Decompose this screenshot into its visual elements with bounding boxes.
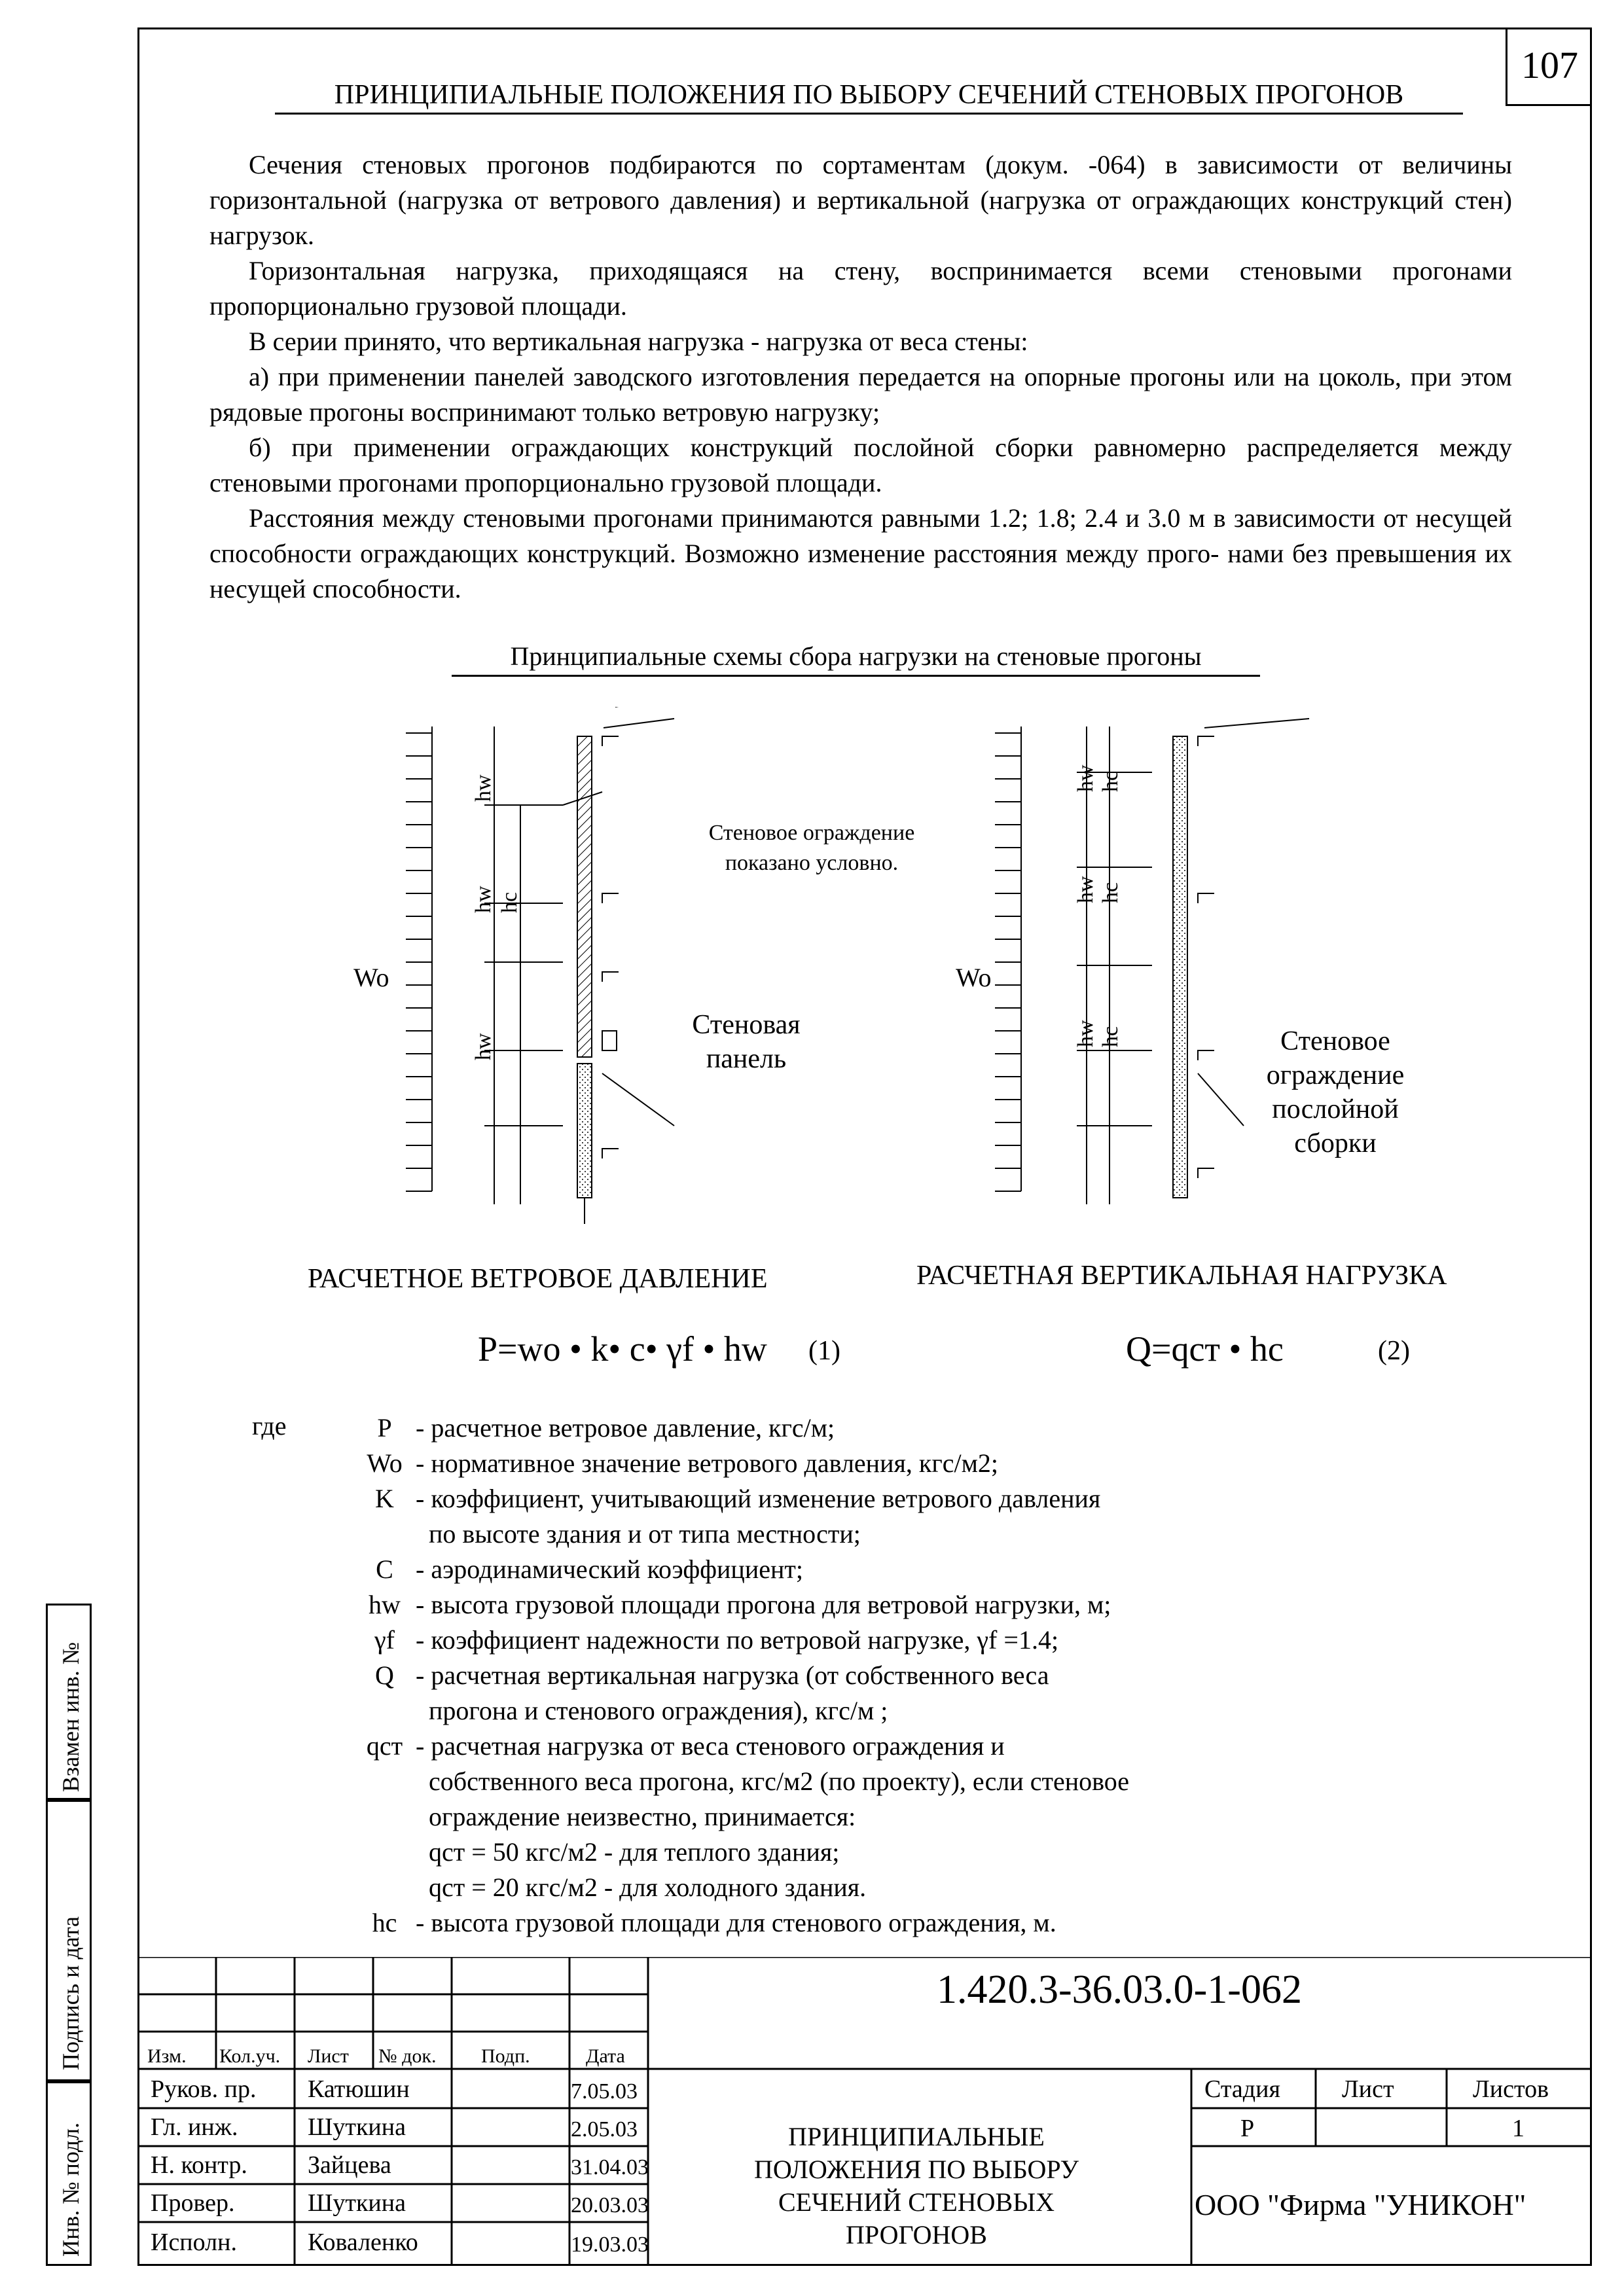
col-header: Лист: [308, 2045, 349, 2067]
name: Шуткина: [308, 2113, 406, 2141]
heading-vertical: РАСЧЕТНАЯ ВЕРТИКАЛЬНАЯ НАГРУЗКА: [916, 1261, 1447, 1291]
role: Исполн.: [151, 2229, 237, 2256]
legend-symbol: [353, 1870, 416, 1905]
legend-text: - высота грузовой площади прогона для ветровой нагрузки, м;: [416, 1590, 1111, 1619]
formula-vertical-number: (2): [1378, 1336, 1410, 1366]
col-header: Кол.уч.: [219, 2045, 281, 2067]
legend-text: по высоте здания и от типа местности;: [429, 1519, 861, 1549]
wo-label-left: Wo: [353, 963, 389, 992]
legend-item: [353, 1658, 1466, 1693]
date: 7.05.03: [571, 2079, 638, 2104]
legend-item: [353, 1481, 1466, 1516]
sheet-title: ПРИНЦИПИАЛЬНЫЕ ПОЛОЖЕНИЯ ПО ВЫБОРУ СЕЧЕНИЙ СТЕНОВЫХ ПРОГОНОВ: [753, 2122, 1079, 2250]
legend-symbol: hw: [369, 1590, 401, 1619]
hc-label: hc: [497, 891, 522, 913]
load-schemes-drawing: [367, 707, 1348, 1230]
legend-item: [353, 1905, 1466, 1941]
legend-text: - высота грузовой площади для стенового ограждения, м.: [416, 1908, 1056, 1937]
formula-wind-number: (1): [808, 1336, 840, 1366]
legend-symbol: Q: [375, 1660, 394, 1690]
document-number: 1.420.3-36.03.0-1-062: [937, 1967, 1302, 2012]
date: 19.03.03: [571, 2233, 649, 2257]
legend-item: [353, 1764, 1466, 1799]
legend-text: - расчетная вертикальная нагрузка (от собственного веса: [416, 1660, 1049, 1690]
legend-item: [353, 1516, 1466, 1552]
col-header: Подп.: [481, 2045, 530, 2067]
paragraph: Расстояния между стеновыми прогонами принимаются равными 1.2; 1.8; 2.4 и 3.0 м в зависимости от несущей способности ограждающих конструкций. Возможно изменение расстояния между прого- нами без превышения их несущей способности.: [209, 503, 1512, 603]
paragraph: а) при применении панелей заводского изготовления передается на опорные прогоны или на цоколь, при этом рядовые прогоны воспринимают только ветровую нагрузку;: [209, 362, 1512, 427]
hw-label: hw: [1074, 876, 1098, 903]
sheets-label: Листов: [1473, 2075, 1549, 2103]
legend-symbol: qст: [366, 1731, 403, 1761]
paragraph: Сечения стеновых прогонов подбираются по сортаментам (докум. -064) в зависимости от величины горизонтальной (нагрузка от ветрового давления) и вертикальной (нагрузка от ограждающих конструкций стен) нагрузок.: [209, 150, 1512, 250]
legend-item: [353, 1729, 1466, 1764]
legend-text: - расчетное ветровое давление, кгс/м;: [416, 1413, 835, 1443]
legend-symbol: γf: [374, 1625, 395, 1655]
page-title: ПРИНЦИПИАЛЬНЫЕ ПОЛОЖЕНИЯ ПО ВЫБОРУ СЕЧЕНИЙ СТЕНОВЫХ ПРОГОНОВ: [275, 77, 1463, 115]
legend-symbol: hc: [372, 1908, 397, 1937]
legend-text: - расчетная нагрузка от веса стенового ограждения и: [416, 1731, 1005, 1761]
legend-text: - аэродинамический коэффициент;: [416, 1554, 803, 1584]
legend-symbol: K: [375, 1484, 394, 1513]
legend-symbol: Wo: [367, 1448, 403, 1478]
hw-label: hw: [1074, 1020, 1098, 1047]
legend-text: прогона и стенового ограждения), кгс/м ;: [429, 1696, 888, 1725]
schemes-title: Принципиальные схемы сбора нагрузки на стеновые прогоны: [452, 638, 1260, 677]
legend-item: [353, 1799, 1466, 1835]
name: Зайцева: [308, 2151, 391, 2179]
legend-item: [353, 1835, 1466, 1870]
paragraph: б) при применении ограждающих конструкций послойной сборки равномерно распределяется между стеновыми прогонами пропорционально грузовой площади.: [209, 433, 1512, 497]
paragraph: В серии принято, что вертикальная нагрузка - нагрузка от веса стены:: [249, 327, 1028, 356]
legend-text: - коэффициент надежности по ветровой нагрузке, γf =1.4;: [416, 1625, 1059, 1655]
hc-label: hc: [1098, 882, 1123, 903]
scheme-note: Стеновое ограждение показано условно.: [708, 821, 915, 875]
name: Катюшин: [308, 2075, 410, 2103]
legend-symbol: [353, 1764, 416, 1799]
col-header: № док.: [378, 2045, 437, 2067]
sheet-label: Лист: [1342, 2075, 1394, 2103]
legend-list: [353, 1410, 1466, 1941]
col-header: Изм.: [147, 2045, 187, 2067]
legend-where: где: [252, 1411, 287, 1441]
intro-text: [209, 147, 1512, 607]
hc-label: hc: [1098, 1026, 1123, 1047]
date: 2.05.03: [571, 2117, 638, 2142]
legend-item: [353, 1587, 1466, 1623]
hw-label: hw: [471, 774, 496, 802]
legend-symbol: [353, 1835, 416, 1870]
page-number: 107: [1506, 27, 1592, 106]
layered-label: Стеновое ограждение послойной сборки: [1266, 1026, 1405, 1158]
legend-text: собственного веса прогона, кгс/м2 (по проекту), если стеновое: [429, 1767, 1130, 1796]
legend-item: [353, 1623, 1466, 1658]
date: 31.04.03: [571, 2155, 649, 2179]
legend-item: [353, 1552, 1466, 1587]
formula-vertical: Q=qст • hc: [1126, 1329, 1284, 1369]
stage-label: Стадия: [1204, 2075, 1280, 2103]
legend-text: ограждение неизвестно, принимается:: [429, 1802, 856, 1831]
name: Коваленко: [308, 2229, 418, 2256]
legend-text: - коэффициент, учитывающий изменение ветрового давления: [416, 1484, 1101, 1513]
legend-text: qст = 50 кгс/м2 - для теплого здания;: [429, 1837, 840, 1867]
hc-label: hc: [1098, 770, 1123, 792]
wo-label-right: Wo: [956, 963, 992, 992]
side-label: Взамен инв. №: [58, 1641, 84, 1792]
scheme-panel: [406, 707, 681, 1224]
paragraph: Горизонтальная нагрузка, приходящаяся на стену, воспринимается всеми стеновыми прогонами пропорционально грузовой площади.: [209, 256, 1512, 321]
side-sign-date: Подпись и дата: [46, 1800, 92, 2081]
sheets-value: 1: [1512, 2115, 1525, 2142]
company-name: ООО "Фирма "УНИКОН": [1195, 2188, 1526, 2221]
panel-label: Стеновая панель: [692, 1010, 801, 1074]
legend-text: - нормативное значение ветрового давления, кгс/м2;: [416, 1448, 999, 1478]
hw-label: hw: [1074, 764, 1098, 792]
hw-label: hw: [471, 886, 496, 913]
role: Провер.: [151, 2189, 235, 2217]
stage-value: Р: [1240, 2115, 1255, 2142]
hw-label: hw: [471, 1033, 496, 1060]
legend-symbol: [353, 1693, 416, 1729]
col-header: Дата: [586, 2045, 625, 2067]
side-inv-replace: [46, 1604, 92, 1800]
role: Н. контр.: [151, 2151, 247, 2179]
legend-item: [353, 1410, 1466, 1446]
legend-symbol: P: [377, 1413, 392, 1443]
legend-item: [353, 1446, 1466, 1481]
date: 20.03.03: [571, 2193, 649, 2217]
legend-text: qст = 20 кгс/м2 - для холодного здания.: [429, 1873, 867, 1902]
legend-symbol: [353, 1799, 416, 1835]
side-inv-orig: Инв. № подл.: [46, 2081, 92, 2266]
legend-symbol: [353, 1516, 416, 1552]
heading-wind: РАСЧЕТНОЕ ВЕТРОВОЕ ДАВЛЕНИЕ: [308, 1264, 768, 1294]
legend-item: [353, 1693, 1466, 1729]
formula-wind: P=wo • k• c• γf • hw: [478, 1329, 767, 1369]
legend-item: [353, 1870, 1466, 1905]
name: Шуткина: [308, 2189, 406, 2217]
role: Гл. инж.: [151, 2113, 238, 2141]
legend-symbol: C: [376, 1554, 393, 1584]
role: Руков. пр.: [151, 2075, 257, 2103]
